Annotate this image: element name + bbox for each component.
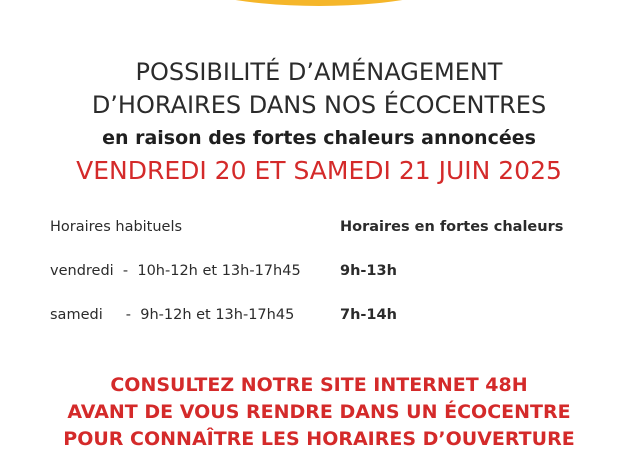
decorative-yellow-arc (168, 0, 470, 6)
usual-hours-header: Horaires habituels (50, 219, 183, 235)
title-line-2: D’HORAIRES DANS NOS ÉCOCENTRES (91, 91, 547, 119)
cta-line-3: POUR CONNAÎTRE LES HORAIRES D’OUVERTURE (63, 428, 575, 450)
schedule-header-row (0, 219, 638, 243)
hot-hours-header: Horaires en fortes chaleurs (340, 219, 564, 235)
cta-line-2: AVANT DE VOUS RENDRE DANS UN ÉCOCENTRE (67, 401, 571, 423)
friday-usual-hours: vendredi - 10h-12h et 13h-17h45 (50, 263, 301, 279)
date-line: VENDREDI 20 ET SAMEDI 21 JUIN 2025 (76, 156, 562, 185)
saturday-hot-hours: 7h-14h (340, 307, 397, 323)
cta-line-1: CONSULTEZ NOTRE SITE INTERNET 48H (110, 374, 528, 396)
friday-hot-hours: 9h-13h (340, 263, 397, 279)
schedule-row-saturday (0, 307, 638, 331)
saturday-usual-hours: samedi - 9h-12h et 13h-17h45 (50, 307, 295, 323)
subtitle: en raison des fortes chaleurs annoncées (102, 127, 536, 149)
title-line-1: POSSIBILITÉ D’AMÉNAGEMENT (135, 58, 503, 86)
schedule-row-friday (0, 263, 638, 287)
